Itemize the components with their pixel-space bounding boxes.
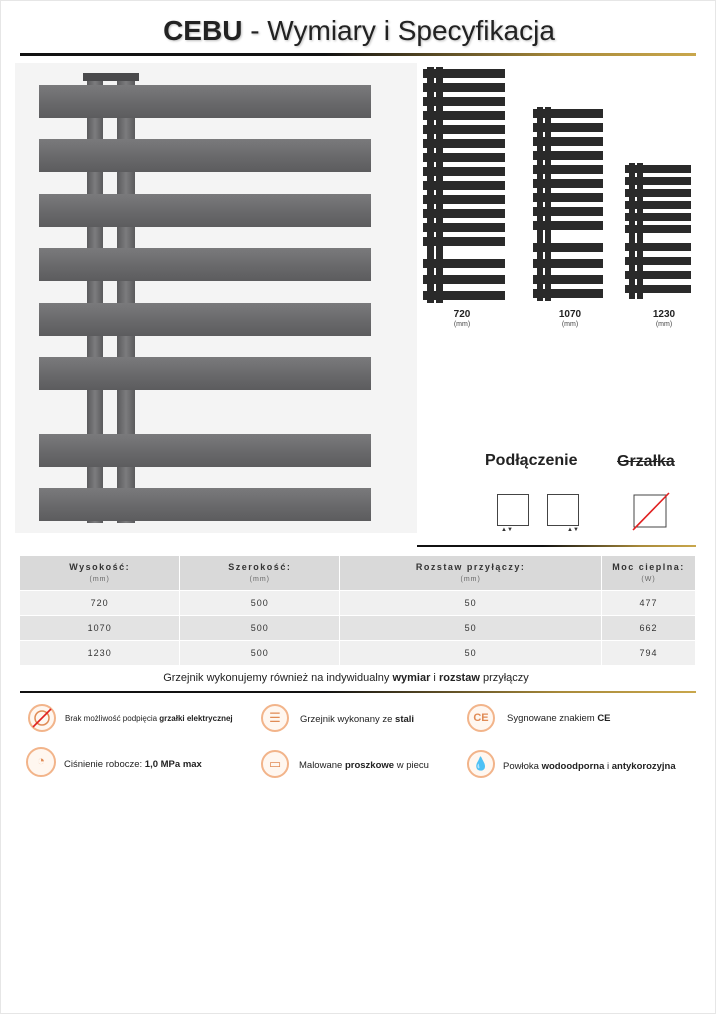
cell-power: 662	[602, 615, 696, 640]
variant-720-image	[423, 67, 505, 303]
table-row	[20, 590, 696, 615]
cell-height: 720	[20, 590, 180, 615]
cell-height: 1230	[20, 640, 180, 665]
heater-title: Grzałka	[617, 453, 675, 470]
powder-coating-icon: ▭	[261, 750, 289, 778]
cell-power: 794	[602, 640, 696, 665]
connection-divider	[417, 545, 696, 547]
radiator-bars	[39, 85, 371, 521]
table-row	[20, 615, 696, 640]
feature-ce: Sygnowane znakiem CE	[507, 713, 611, 724]
size-variants-illustration	[419, 63, 699, 308]
pressure-gauge-icon: ◔	[26, 747, 56, 777]
connection-arrows-icon: ▲▼	[501, 527, 513, 533]
feature-pressure: Ciśnienie robocze: 1,0 MPa max	[64, 759, 202, 770]
title-subtitle: - Wymiary i Specyfikacja	[250, 15, 555, 46]
variant-1070-image	[533, 107, 603, 301]
no-heater-icon	[631, 492, 671, 532]
features-divider	[20, 691, 696, 693]
ce-mark-icon: CE	[467, 704, 495, 732]
title-divider	[20, 53, 696, 56]
variant-720-unit: (mm)	[453, 321, 471, 328]
no-electric-heater-icon	[28, 704, 56, 732]
cell-height: 1070	[20, 615, 180, 640]
radiator-image	[15, 63, 417, 533]
table-row	[20, 640, 696, 665]
variant-1230-image	[625, 163, 691, 299]
header-height: Wysokość: (mm)	[20, 556, 180, 590]
cell-spacing: 50	[340, 615, 602, 640]
table-header-row	[20, 556, 696, 590]
variant-720-size: 720	[453, 309, 471, 320]
variant-1070-size: 1070	[558, 309, 582, 320]
variant-1230-size: 1230	[652, 309, 676, 320]
cell-spacing: 50	[340, 640, 602, 665]
variant-1070-unit: (mm)	[561, 321, 579, 328]
cell-width: 500	[180, 640, 340, 665]
feature-coating: Powłoka wodoodporna i antykorozyjna	[503, 761, 676, 772]
product-name: CEBU	[163, 15, 243, 46]
header-spacing: Rozstaw przyłączy: (mm)	[340, 556, 602, 590]
header-power: Moc cieplna: (W)	[602, 556, 696, 590]
connection-arrows-icon: ▲▼	[567, 527, 579, 533]
feature-no-heater: Brak możliwość podpięcia grzałki elektrycznej	[65, 714, 233, 723]
feature-steel: Grzejnik wykonany ze stali	[300, 714, 415, 725]
header-width: Szerokość: (mm)	[180, 556, 340, 590]
waterproof-drop-icon: 💧	[467, 750, 495, 778]
cell-power: 477	[602, 590, 696, 615]
cell-width: 500	[180, 590, 340, 615]
feature-powder: Malowane proszkowe w piecu	[299, 760, 429, 771]
cell-width: 500	[180, 615, 340, 640]
connection-bottom-left-box	[497, 494, 529, 526]
page-title	[1, 15, 716, 47]
spec-table	[20, 556, 696, 665]
custom-size-note: Grzejnik wykonujemy również na indywidualny wymiar i rozstaw przyłączy	[163, 672, 529, 684]
radiator-steel-icon: ☰	[261, 704, 289, 732]
cell-spacing: 50	[340, 590, 602, 615]
radiator-photo	[15, 63, 417, 533]
connection-title: Podłączenie	[485, 452, 578, 469]
variant-1230-unit: (mm)	[655, 321, 673, 328]
connection-bottom-right-box	[547, 494, 579, 526]
